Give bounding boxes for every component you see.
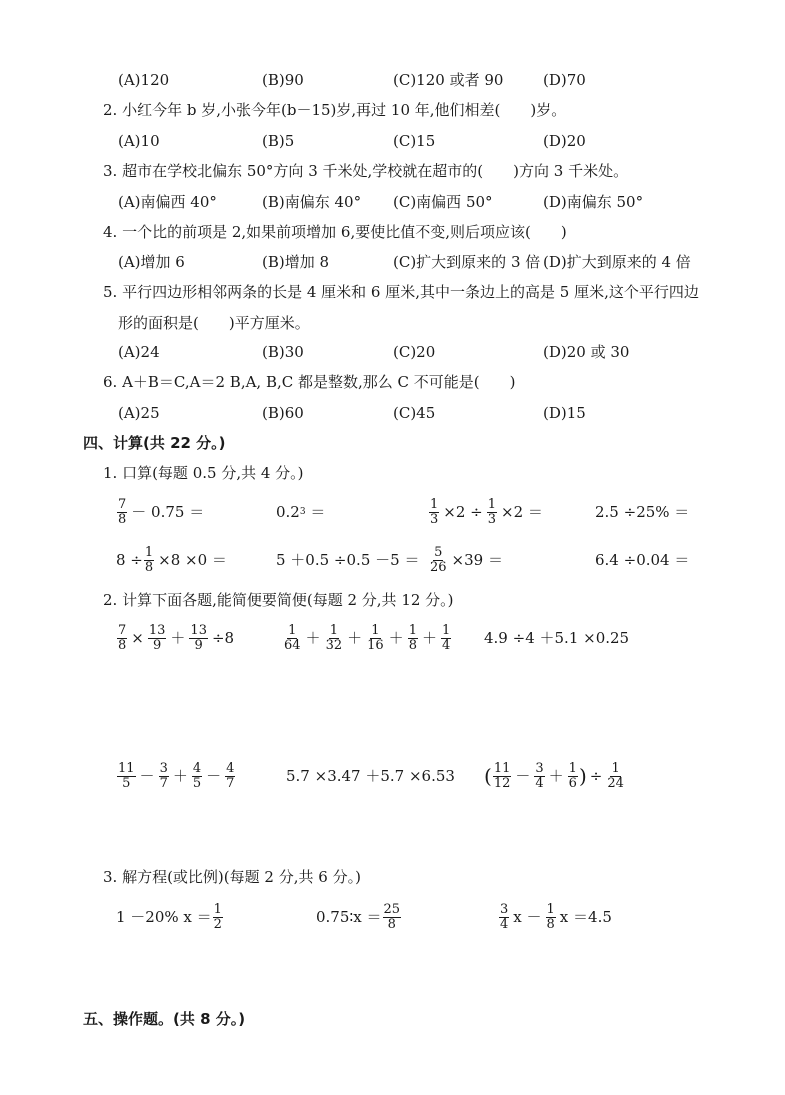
numerator: 3 [159,760,168,776]
q4-option-c: (C)扩大到原来的 3 倍 [393,253,541,271]
fraction [408,624,418,652]
denominator: 3 [487,511,497,527]
q3-option-c: (C)南偏西 50° [393,193,493,211]
q4-option-b: (B)增加 8 [262,253,330,271]
denominator: 7 [159,775,168,791]
expr-text: ÷8 [211,629,235,647]
section5-title: 五、操作题。(共 8 分。) [83,1010,246,1028]
denominator: 4 [441,637,451,653]
fraction [117,762,136,790]
q1-option-d: (D)70 [543,71,586,89]
expr-base: 0.2 [276,503,300,521]
denominator: 5 [192,775,202,791]
q5-stem-line2: 形的面积是( )平方厘米。 [118,314,310,332]
numerator: 1 [546,901,555,917]
denominator: 8 [387,916,396,932]
fraction [325,624,344,652]
denominator: 8 [118,637,127,653]
denominator: 8 [144,559,154,575]
fraction [144,546,154,574]
fraction [429,546,448,574]
oral-calc-5 [116,540,230,580]
numerator: 13 [190,622,207,638]
numerator: 11 [493,760,511,776]
q5-option-c: (C)20 [393,343,436,361]
q1-option-b: (B)90 [262,71,304,89]
numerator: 1 [329,622,338,638]
part1-title: 1. 口算(每题 0.5 分,共 4 分。) [103,464,304,482]
denominator: 32 [325,637,343,653]
numerator: 1 [430,496,439,512]
numerator: 4 [192,760,202,776]
section4-title: 四、计算(共 22 分。) [83,434,226,452]
denominator: 2 [213,916,222,932]
numerator: 7 [118,622,127,638]
fraction [159,762,169,790]
oral-calc-7 [428,540,506,580]
q4-stem: 4. 一个比的前项是 2,如果前项增加 6,要使比值不变,则后项应该( ) [103,223,567,241]
denominator: 26 [430,559,447,575]
oral-calc-8: 6.4 ÷0.04 ＝ [595,551,690,569]
expr-text: 0.75∶x ＝ [316,908,382,926]
oral-calc-4: 2.5 ÷25% ＝ [595,503,690,521]
equation-1 [116,897,224,937]
fraction [493,762,512,790]
fraction [534,762,544,790]
numerator: 7 [118,496,127,512]
oral-calc-6: 5 ＋0.5 ÷0.5 －5 ＝ [276,551,420,569]
q6-option-a: (A)25 [118,404,160,422]
expr-text: ×39 ＝ [451,551,503,569]
numerator: 4 [226,760,235,776]
numerator: 11 [118,760,135,776]
denominator: 12 [493,775,511,791]
denominator: 64 [284,637,301,653]
denominator: 9 [194,637,203,653]
part2-title: 2. 计算下面各题,能简便要简便(每题 2 分,共 12 分。) [103,591,454,609]
denominator: 4 [535,775,544,791]
oral-calc-2 [276,492,325,532]
fraction [383,903,402,931]
calc-expression-3: 4.9 ÷4 ＋5.1 ×0.25 [484,629,630,647]
equation-3 [498,897,615,937]
numerator: 1 [611,760,620,776]
q6-option-d: (D)15 [543,404,586,422]
q6-option-b: (B)60 [262,404,304,422]
calc-expression-2: $\frac{1}{64}$ ＋ $\frac{1}{32}$ ＋ $\frac{1}{16}$ ＋ $\frac{1}{8}$ ＋ $\frac{1}{4}$ [284,622,451,653]
denominator: 5 [122,775,131,791]
numerator: 1 [144,544,154,560]
q4-option-d: (D)扩大到原来的 4 倍 [543,253,691,271]
denominator: 9 [152,637,162,653]
oral-calc-3 [428,492,546,532]
numerator: 5 [434,544,443,560]
denominator: 6 [568,775,577,791]
expr-text: － 0.75 ＝ [131,503,205,521]
fraction [429,498,439,526]
q3-option-a: (A)南偏西 40° [118,193,217,211]
fraction [366,624,385,652]
fraction [117,498,127,526]
q1-option-c: (C)120 或者 90 [393,71,504,89]
denominator: 3 [430,511,439,527]
q4-option-a: (A)增加 6 [118,253,185,271]
q2-option-d: (D)20 [543,132,586,150]
fraction [117,624,127,652]
expr-text: x ＝4.5 [559,908,612,926]
expr-text: ×8 ×0 ＝ [158,551,227,569]
numerator: 3 [500,901,509,917]
calc-expression-5: 5.7 ×3.47 ＋5.7 ×6.53 [286,767,455,785]
fraction [606,762,625,790]
oral-calc-1 [116,492,207,532]
calc-expression-6: ( $\frac{11}{12}$ － $\frac{3}{4}$ ＋ $\frac{1}{6}$ ) ÷ $\frac{1}{24}$ [484,760,624,791]
expr-text: 8 ÷ [116,551,143,569]
q5-option-a: (A)24 [118,343,160,361]
expr-text: ＝ [305,503,326,521]
denominator: 4 [500,916,509,932]
fraction [213,903,223,931]
calc-expression-1: $\frac{7}{8}$ × $\frac{13}{9}$ ＋ $\frac{13}{9}$ ÷8 [116,618,237,658]
q5-option-b: (B)30 [262,343,304,361]
denominator: 16 [367,637,384,653]
equation-2 [316,897,402,937]
numerator: 1 [441,622,451,638]
q6-option-c: (C)45 [393,404,436,422]
numerator: 25 [383,901,401,917]
q2-stem: 2. 小红今年 b 岁,小张今年(b－15)岁,再过 10 年,他们相差( )岁。 [103,101,567,119]
numerator: 1 [408,622,417,638]
fraction [189,624,208,652]
q5-option-d: (D)20 或 30 [543,343,630,361]
denominator: 8 [546,916,555,932]
denominator: 8 [408,637,417,653]
expr-text: ×2 ＝ [501,503,543,521]
q3-stem: 3. 超市在学校北偏东 50°方向 3 千米处,学校就在超市的( )方向 3 千米处。 [103,162,629,180]
denominator: 24 [607,775,624,791]
fraction [568,762,578,790]
part3-title: 3. 解方程(或比例)(每题 2 分,共 6 分。) [103,868,361,886]
numerator: 1 [213,901,222,917]
q2-option-a: (A)10 [118,132,160,150]
fraction [487,498,497,526]
expr-text: 1 －20% x ＝ [116,908,212,926]
numerator: 13 [148,622,166,638]
numerator: 1 [371,622,380,638]
fraction [546,903,556,931]
fraction [499,903,509,931]
denominator: 8 [118,511,127,527]
numerator: 3 [535,760,544,776]
q6-stem: 6. A＋B＝C,A＝2 B,A, B,C 都是整数,那么 C 不可能是( ) [103,373,516,391]
q3-option-d: (D)南偏东 50° [543,193,644,211]
fraction [192,762,202,790]
exponent: 3 [299,507,306,517]
calc-expression-4: $\frac{11}{5}$ － $\frac{3}{7}$ ＋ $\frac{4}{5}$ － $\frac{4}{7}$ [118,760,235,791]
fraction [441,624,451,652]
expr-text: x － [513,908,542,926]
fraction [225,762,235,790]
fraction [148,624,167,652]
q3-option-b: (B)南偏东 40° [262,193,362,211]
expr-text: ×2 ÷ [443,503,483,521]
denominator: 7 [226,775,235,791]
q2-option-b: (B)5 [262,132,295,150]
numerator: 1 [487,496,497,512]
fraction [283,624,302,652]
q1-option-a: (A)120 [118,71,170,89]
numerator: 1 [568,760,577,776]
q2-option-c: (C)15 [393,132,436,150]
numerator: 1 [288,622,297,638]
q5-stem-line1: 5. 平行四边形相邻两条的长是 4 厘米和 6 厘米,其中一条边上的高是 5 厘米,这个平行四边 [103,283,699,301]
